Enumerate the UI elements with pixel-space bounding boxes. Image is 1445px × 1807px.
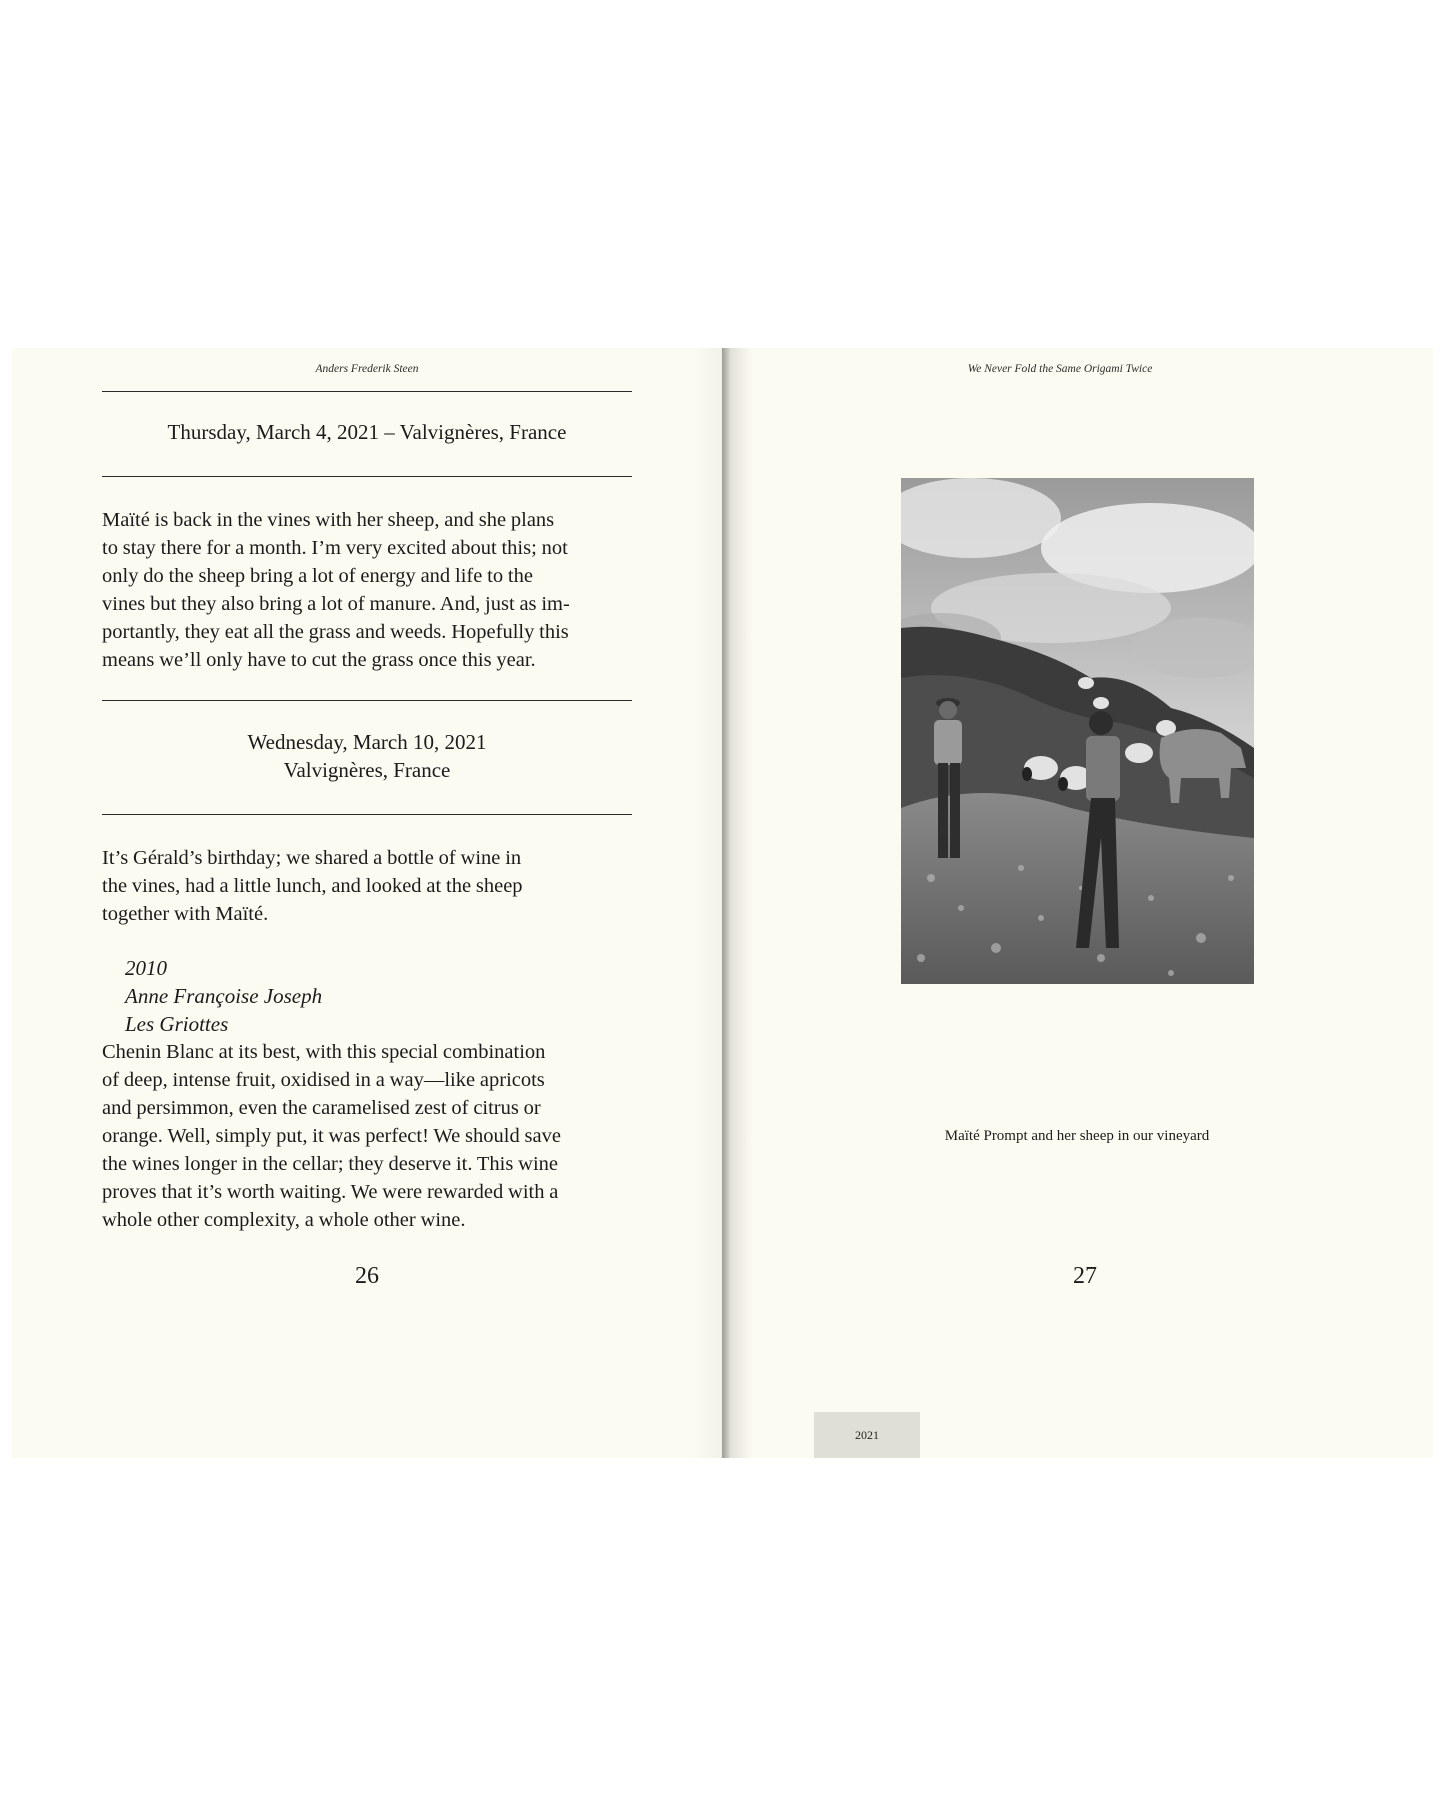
- text-line: proves that it’s worth waiting. We were rewarded with a: [102, 1181, 559, 1203]
- text-line: Chenin Blanc at its best, with this special combination: [102, 1041, 546, 1063]
- divider-rule: [102, 391, 632, 392]
- running-head-author: Anders Frederik Steen: [315, 363, 419, 375]
- year-tab: 2021: [814, 1412, 920, 1458]
- text-line: means we’ll only have to cut the grass once this year.: [102, 649, 536, 671]
- vineyard-photo-icon: [901, 478, 1254, 984]
- entry-location-line: Valvignères, France: [283, 758, 451, 782]
- right-page: [722, 348, 1433, 1458]
- entry-body: [102, 844, 642, 928]
- divider-rule: [102, 700, 632, 701]
- divider-rule: [102, 814, 632, 815]
- left-page: [12, 348, 722, 1458]
- wine-name: Les Griottes: [125, 1012, 229, 1036]
- page-number-left: 26: [355, 1263, 379, 1289]
- text-line: orange. Well, simply put, it was perfect! We should save: [102, 1125, 561, 1147]
- text-line: and persimmon, even the caramelised zest of citrus or: [102, 1097, 541, 1119]
- text-line: Maïté is back in the vines with her sheep, and she plans: [102, 509, 555, 531]
- wine-vintage: 2010: [125, 956, 167, 980]
- text-line: to stay there for a month. I’m very excited about this; not: [102, 537, 568, 559]
- text-line: only do the sheep bring a lot of energy and life to the: [102, 565, 533, 587]
- text-line: the wines longer in the cellar; they deserve it. This wine: [102, 1153, 559, 1175]
- entry-date-heading: [102, 728, 632, 784]
- page-number-right: 27: [1073, 1263, 1097, 1289]
- text-line: whole other complexity, a whole other wine.: [102, 1209, 466, 1231]
- text-line: the vines, had a little lunch, and looked at the sheep: [102, 875, 523, 897]
- page-edge-shadow: [692, 348, 722, 1458]
- text-line: of deep, intense fruit, oxidised in a way—like apricots: [102, 1069, 545, 1091]
- tasting-notes: [102, 1038, 642, 1234]
- running-head-title: We Never Fold the Same Origami Twice: [967, 363, 1153, 375]
- entry-date-heading: Thursday, March 4, 2021 – Valvignères, France: [167, 420, 567, 444]
- entry-date-line: Wednesday, March 10, 2021: [247, 730, 487, 754]
- text-line: vines but they also bring a lot of manure. And, just as im-: [102, 593, 570, 615]
- photo-caption: Maïté Prompt and her sheep in our vineyard: [944, 1128, 1210, 1144]
- text-line: portantly, they eat all the grass and weeds. Hopefully this: [102, 621, 569, 643]
- wine-producer: Anne Françoise Joseph: [125, 984, 323, 1008]
- text-line: It’s Gérald’s birthday; we shared a bottle of wine in: [102, 847, 522, 869]
- text-line: together with Maïté.: [102, 903, 269, 925]
- wine-details: [125, 954, 625, 1038]
- divider-rule: [102, 476, 632, 477]
- book-spread: [12, 348, 1433, 1458]
- entry-body: [102, 506, 642, 674]
